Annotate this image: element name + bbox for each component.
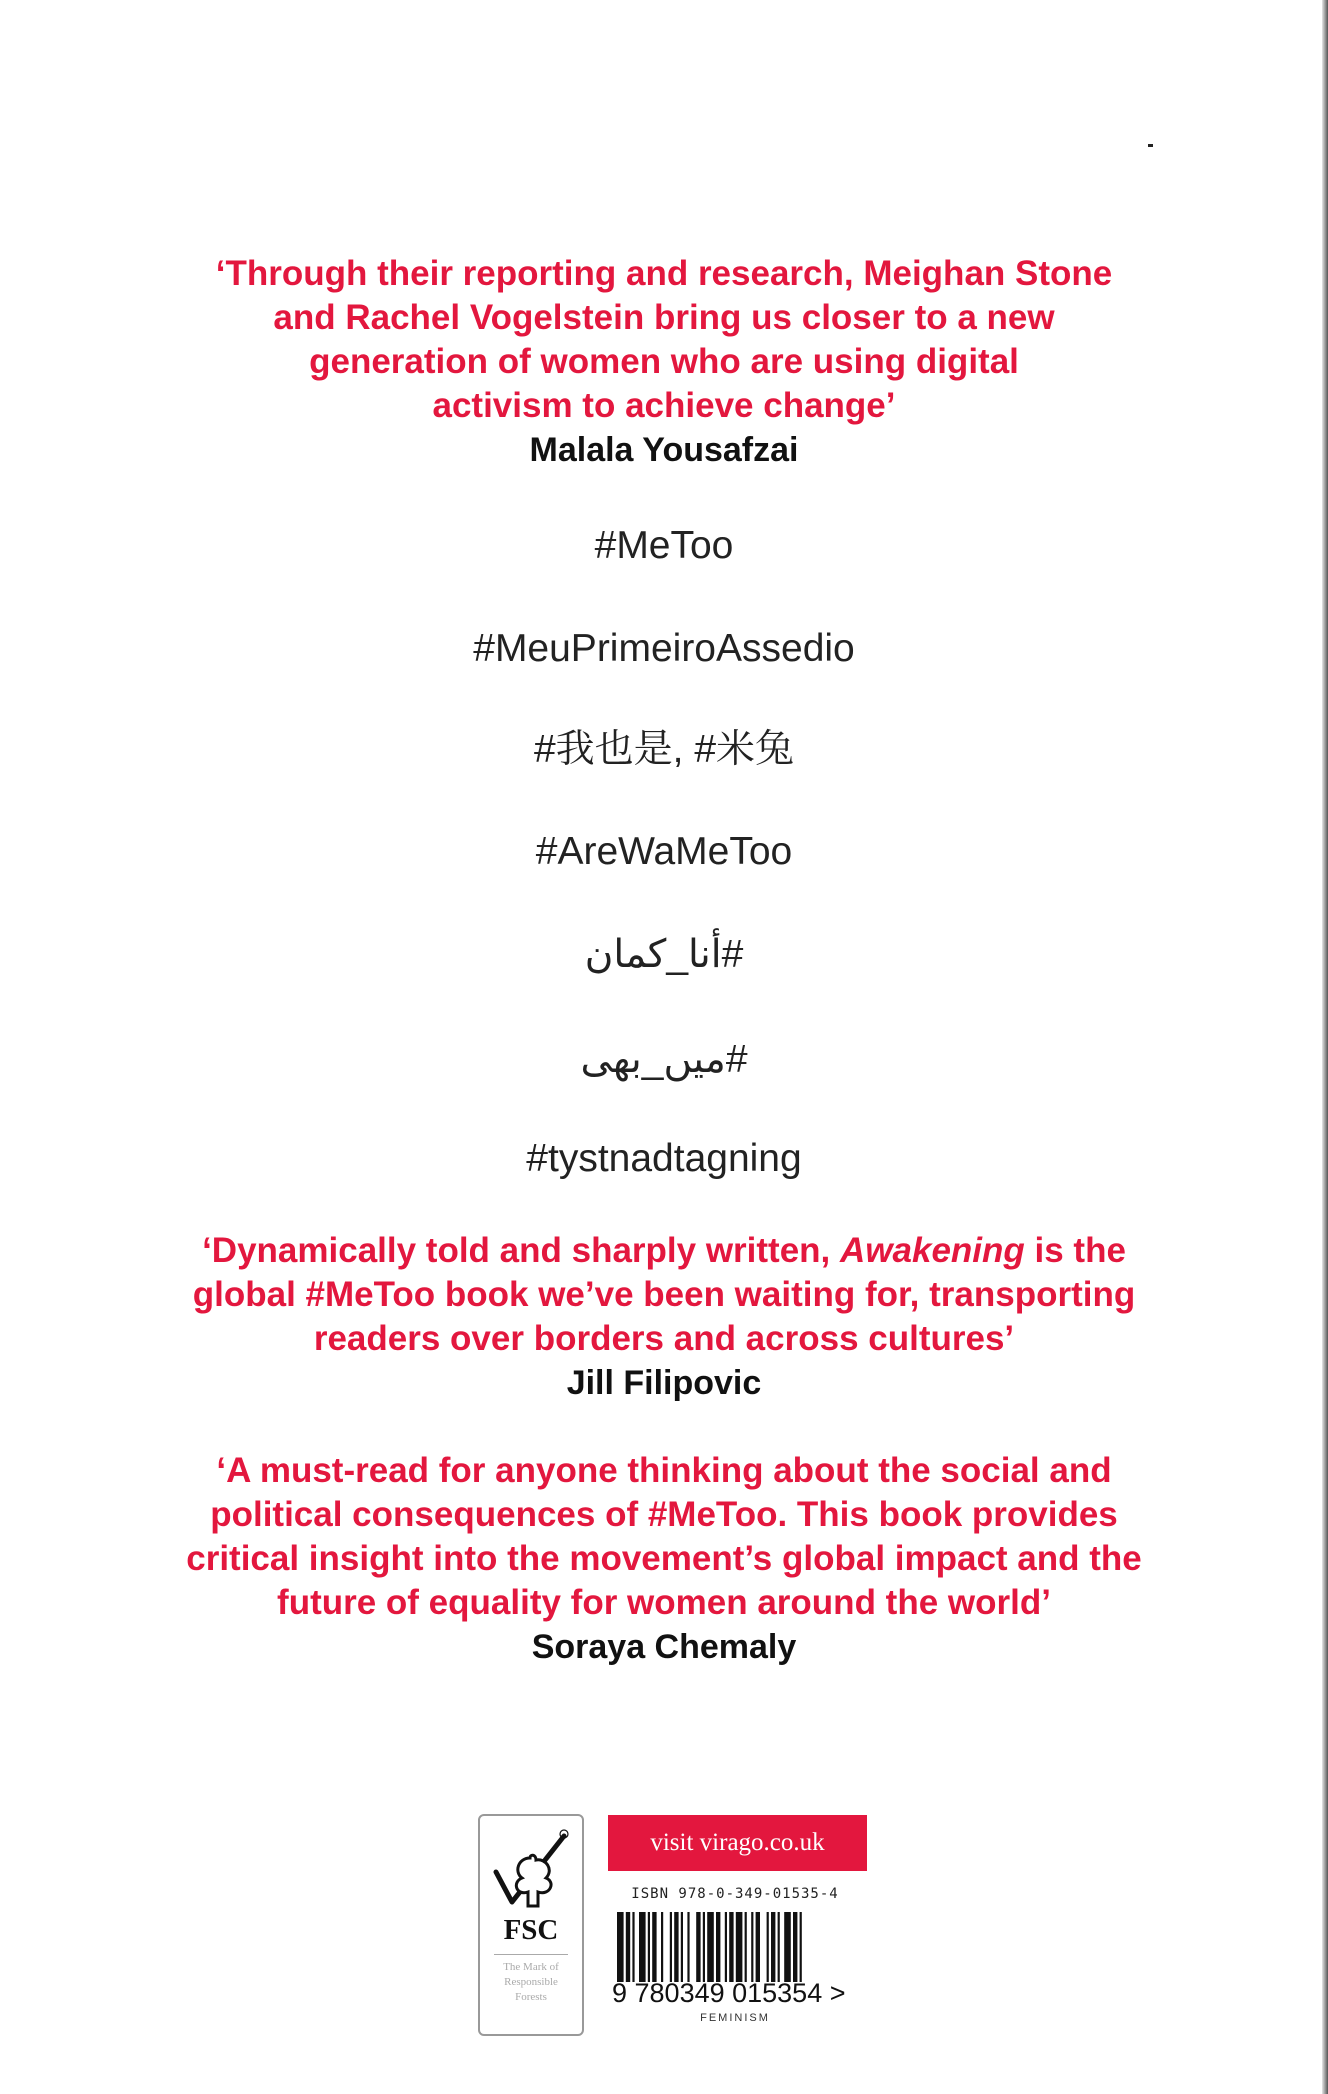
fsc-tagline-line: Forests xyxy=(515,1991,547,2003)
quote-3-line-3: critical insight into the movement’s global impact and the xyxy=(186,1539,1142,1578)
quote-1-author: Malala Yousafzai xyxy=(529,431,799,469)
fsc-tagline-line: Responsible xyxy=(504,1976,558,1988)
hashtag-urdu: #میں_بھی xyxy=(580,1038,748,1081)
barcode-digits: 9 780349 015354 > xyxy=(612,1978,846,2008)
quote-2-line-1-end: is the xyxy=(1024,1231,1126,1270)
quote-1-line-3: generation of women who are using digital xyxy=(309,342,1019,381)
quote-3-line-4: future of equality for women around the world’ xyxy=(277,1583,1051,1622)
quote-3-line-2: political consequences of #MeToo. This book provides xyxy=(210,1495,1118,1534)
quote-2-line-2: global #MeToo book we’ve been waiting for, transporting xyxy=(192,1275,1136,1314)
hashtag-arabic: #أنا_كمان xyxy=(584,933,744,976)
isbn-text: ISBN 978-0-349-01535-4 xyxy=(631,1886,839,1902)
print-speck xyxy=(1148,144,1153,147)
fsc-tree-check-icon xyxy=(490,1828,572,1912)
quote-3-author: Soraya Chemaly xyxy=(531,1628,797,1666)
hashtag-chinese: #我也是, #米兔 xyxy=(533,728,795,771)
hashtag-portuguese: #MeuPrimeiroAssedio xyxy=(473,627,855,670)
fsc-badge xyxy=(478,1814,584,2036)
fsc-tagline xyxy=(484,1960,578,2005)
hashtag-metoo: #MeToo xyxy=(594,524,734,567)
quote-2-line-1 xyxy=(0,1229,1328,1273)
publisher-banner: visit virago.co.uk xyxy=(608,1815,867,1871)
hashtag-arewametoo: #AreWaMeToo xyxy=(535,830,793,873)
hashtag-swedish: #tystnadtagning xyxy=(526,1137,802,1180)
fsc-divider xyxy=(494,1954,568,1955)
book-title-italic: Awakening xyxy=(840,1231,1025,1270)
quote-2-line-1-start: ‘Dynamically told and sharply written, xyxy=(202,1231,841,1270)
quote-1-line-4: activism to achieve change’ xyxy=(432,386,896,425)
quote-1-line-2: and Rachel Vogelstein bring us closer to a new xyxy=(273,298,1055,337)
category-label: FEMINISM xyxy=(700,2012,770,2024)
quote-2-author: Jill Filipovic xyxy=(566,1364,762,1402)
quote-3-line-1: ‘A must-read for anyone thinking about the social and xyxy=(216,1451,1112,1490)
quote-2-line-3: readers over borders and across cultures’ xyxy=(313,1319,1015,1358)
fsc-tagline-line: The Mark of xyxy=(503,1961,559,1973)
fsc-label: FSC xyxy=(503,1914,559,1946)
quote-1-line-1: ‘Through their reporting and research, Meighan Stone xyxy=(215,254,1113,293)
